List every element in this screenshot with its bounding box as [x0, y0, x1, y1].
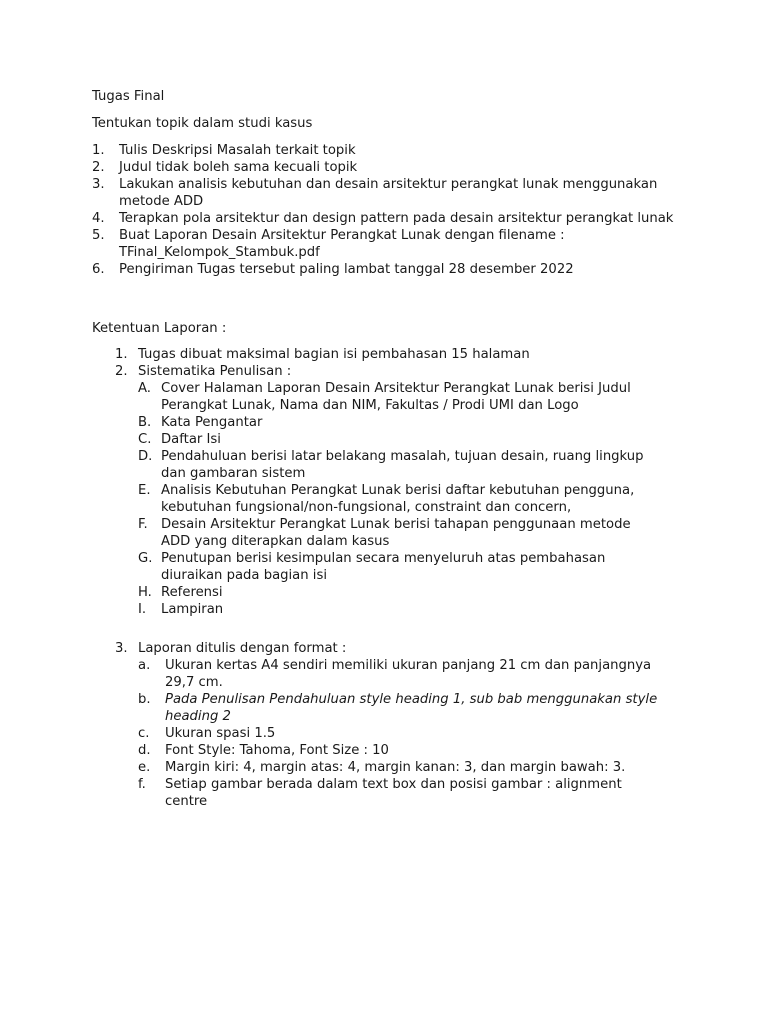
sub-list-text: Desain Arsitektur Perangkat Lunak berisi tahapan penggunaan metode ADD yang diterapkan dalam kasus: [161, 517, 631, 549]
sub-list-letter: E.: [138, 483, 151, 498]
list-number: 5.: [92, 228, 105, 243]
sub-list-letter: b.: [138, 692, 151, 707]
sub-list-text: Analisis Kebutuhan Perangkat Lunak berisi daftar kebutuhan pengguna, kebutuhan fungsional/non-fungsional, constraint dan concern,: [161, 483, 635, 515]
sub-list-text: Lampiran: [161, 602, 224, 617]
sistematika-list: [138, 380, 658, 618]
sub-list-text: Pendahuluan berisi latar belakang masalah, tujuan desain, ruang lingkup dan gambaran sistem: [161, 449, 644, 481]
sub-list-text: Referensi: [161, 585, 223, 600]
list-number: 4.: [92, 211, 105, 226]
list-number: 3.: [115, 641, 128, 656]
sub-list-text: Pada Penulisan Pendahuluan style heading 1, sub bab menggunakan style heading 2: [165, 692, 658, 724]
sub-list-text: Daftar Isi: [161, 432, 221, 447]
sub-list-item: [138, 776, 658, 810]
sub-list-item: [138, 414, 658, 431]
sub-list-text: Setiap gambar berada dalam text box dan posisi gambar : alignment centre: [165, 777, 622, 809]
sub-list-text: Kata Pengantar: [161, 415, 263, 430]
sub-list-letter: F.: [138, 517, 148, 532]
document-title: Tugas Final: [92, 89, 165, 104]
sub-list-item: [138, 482, 658, 516]
sub-list-item: [138, 601, 658, 618]
sub-list-item: [138, 431, 658, 448]
sub-list-text: Margin kiri: 4, margin atas: 4, margin kanan: 3, dan margin bawah: 3.: [165, 760, 626, 775]
sub-list-letter: H.: [138, 585, 152, 600]
sub-list-letter: e.: [138, 760, 151, 775]
sub-list-letter: A.: [138, 381, 151, 396]
sub-list-letter: C.: [138, 432, 152, 447]
list-item: [92, 142, 692, 159]
ketentuan-list: [115, 346, 675, 618]
sub-list-item: [138, 742, 658, 759]
list-text: Sistematika Penulisan :: [138, 364, 292, 379]
list-number: 1.: [115, 347, 128, 362]
sub-list-item: [138, 448, 658, 482]
sub-list-letter: B.: [138, 415, 152, 430]
list-number: 6.: [92, 262, 105, 277]
format-list: [115, 640, 675, 810]
sub-list-text: Font Style: Tahoma, Font Size : 10: [165, 743, 389, 758]
sub-list-letter: f.: [138, 777, 146, 792]
list-text: Terapkan pola arsitektur dan design pattern pada desain arsitektur perangkat lunak: [119, 211, 674, 226]
sub-list-letter: d.: [138, 743, 151, 758]
list-text: Tugas dibuat maksimal bagian isi pembahasan 15 halaman: [138, 347, 530, 362]
sub-list-item: [138, 550, 658, 584]
list-number: 3.: [92, 177, 105, 192]
sub-list-item: [138, 516, 658, 550]
list-text: Buat Laporan Desain Arsitektur Perangkat Lunak dengan filename : TFinal_Kelompok_Stambuk.pdf: [119, 228, 565, 260]
list-text: Pengiriman Tugas tersebut paling lambat tanggal 28 desember 2022: [119, 262, 574, 277]
list-item: [92, 210, 692, 227]
sub-list-letter: a.: [138, 658, 151, 673]
list-item: [115, 363, 675, 618]
list-number: 1.: [92, 143, 105, 158]
list-item: [92, 176, 692, 210]
sub-list-letter: G.: [138, 551, 153, 566]
sub-list-letter: I.: [138, 602, 147, 617]
sub-list-text: Ukuran spasi 1.5: [165, 726, 276, 741]
sub-list-item: [138, 584, 658, 601]
sub-list-item: [138, 657, 658, 691]
sub-list-text: Penutupan berisi kesimpulan secara menyeluruh atas pembahasan diuraikan pada bagian isi: [161, 551, 606, 583]
sub-list-letter: D.: [138, 449, 153, 464]
sub-list-text: Cover Halaman Laporan Desain Arsitektur Perangkat Lunak berisi Judul Perangkat Lunak, Nama dan NIM, Fakultas / Prodi UMI dan Logo: [161, 381, 631, 413]
list-text: Tulis Deskripsi Masalah terkait topik: [119, 143, 356, 158]
ketentuan-heading: Ketentuan Laporan :: [92, 321, 227, 336]
sub-list-letter: c.: [138, 726, 150, 741]
list-item: [92, 227, 692, 261]
list-text: Judul tidak boleh sama kecuali topik: [119, 160, 358, 175]
list-number: 2.: [92, 160, 105, 175]
list-text: Lakukan analisis kebutuhan dan desain arsitektur perangkat lunak menggunakan metode ADD: [119, 177, 658, 209]
list-item: [92, 159, 692, 176]
task-list: [92, 142, 692, 278]
document-subtitle: Tentukan topik dalam studi kasus: [92, 116, 313, 131]
list-number: 2.: [115, 364, 128, 379]
format-sub-list: [138, 657, 658, 810]
sub-list-item: [138, 691, 658, 725]
sub-list-item: [138, 725, 658, 742]
list-item: [115, 346, 675, 363]
list-item: [115, 640, 675, 810]
sub-list-item: [138, 759, 658, 776]
sub-list-item: [138, 380, 658, 414]
list-text: Laporan ditulis dengan format :: [138, 641, 347, 656]
sub-list-text: Ukuran kertas A4 sendiri memiliki ukuran panjang 21 cm dan panjangnya 29,7 cm.: [165, 658, 652, 690]
list-item: [92, 261, 692, 278]
